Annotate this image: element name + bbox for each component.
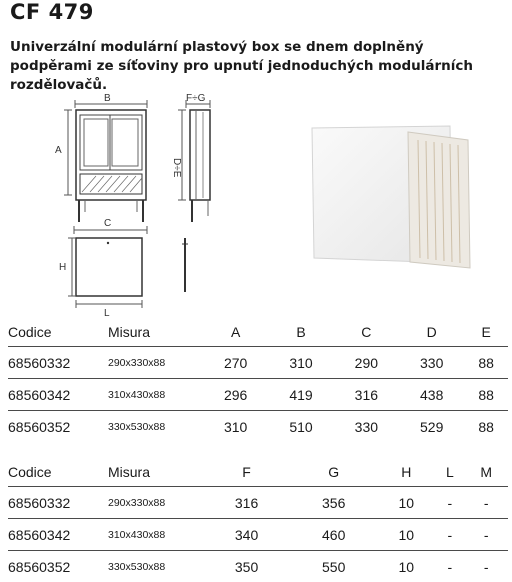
header-cell: G (328, 464, 340, 480)
header-cell: Codice (8, 324, 52, 340)
value-cell: 350 (203, 551, 290, 582)
dim-label-fg: F÷G (186, 93, 206, 104)
value-cell: 88 (464, 347, 508, 379)
size-cell: 310x430x88 (108, 519, 203, 551)
value-cell: 10 (377, 519, 435, 551)
size-cell: 290x330x88 (108, 487, 203, 519)
dim-label-de: D÷E (171, 158, 182, 178)
size-cell: 330x530x88 (108, 411, 203, 443)
value-cell: 330 (399, 347, 464, 379)
table-row (8, 487, 508, 519)
header-cell: F (242, 464, 251, 480)
value-cell: 296 (203, 379, 268, 411)
size-cell: 310x430x88 (108, 379, 203, 411)
header-cell: C (361, 324, 372, 340)
value-cell: - (435, 551, 464, 582)
value-cell: 510 (268, 411, 333, 443)
value-cell: 460 (290, 519, 377, 551)
value-cell: 438 (399, 379, 464, 411)
value-cell: - (464, 487, 508, 519)
header-cell: A (231, 324, 241, 340)
code-cell: 68560342 (8, 379, 108, 411)
value-cell: - (435, 519, 464, 551)
code-cell: 68560332 (8, 487, 108, 519)
header-cell: B (296, 324, 306, 340)
dim-label-l: L (104, 308, 110, 316)
value-cell: - (435, 487, 464, 519)
value-cell: 419 (268, 379, 333, 411)
value-cell: 88 (464, 411, 508, 443)
value-cell: 10 (377, 551, 435, 582)
value-cell: 316 (203, 487, 290, 519)
spec-table-1 (8, 318, 508, 442)
dim-label-c: C (104, 218, 112, 229)
value-cell: 88 (464, 379, 508, 411)
table-row (8, 411, 508, 443)
table-row (8, 551, 508, 582)
table-row (8, 519, 508, 551)
code-cell: 68560352 (8, 551, 108, 582)
code-cell: 68560332 (8, 347, 108, 379)
code-cell: 68560352 (8, 411, 108, 443)
value-cell: 550 (290, 551, 377, 582)
header-cell: E (481, 324, 491, 340)
product-description: Univerzální modulární plastový box se dnem doplněný podpěrami ze síťoviny pro upnutí jednoduchých modulárních rozdělovačů. (10, 39, 473, 93)
header-cell: Codice (8, 464, 52, 480)
value-cell: 316 (334, 379, 399, 411)
header-cell: M (480, 464, 493, 480)
dim-label-a: A (55, 145, 62, 156)
table-header-row (8, 318, 508, 347)
value-cell: 340 (203, 519, 290, 551)
value-cell: - (464, 551, 508, 582)
value-cell: 330 (334, 411, 399, 443)
dim-label-h: H (59, 262, 67, 273)
value-cell: 529 (399, 411, 464, 443)
spec-table-2 (8, 458, 508, 582)
value-cell: 270 (203, 347, 268, 379)
value-cell: 290 (334, 347, 399, 379)
size-cell: 330x530x88 (108, 551, 203, 582)
table-row (8, 379, 508, 411)
header-cell: Misura (108, 464, 151, 480)
size-cell: 290x330x88 (108, 347, 203, 379)
value-cell: 310 (203, 411, 268, 443)
code-cell: 68560342 (8, 519, 108, 551)
dim-label-b: B (104, 93, 111, 104)
header-cell: H (401, 464, 412, 480)
product-photo (300, 118, 480, 278)
product-title: CF 479 (10, 0, 94, 24)
value-cell: 10 (377, 487, 435, 519)
header-cell: L (445, 464, 454, 480)
header-cell: Misura (108, 324, 151, 340)
value-cell: 356 (290, 487, 377, 519)
value-cell: - (464, 519, 508, 551)
header-cell: D (426, 324, 437, 340)
table-row (8, 347, 508, 379)
value-cell: 310 (268, 347, 333, 379)
table-header-row (8, 458, 508, 487)
